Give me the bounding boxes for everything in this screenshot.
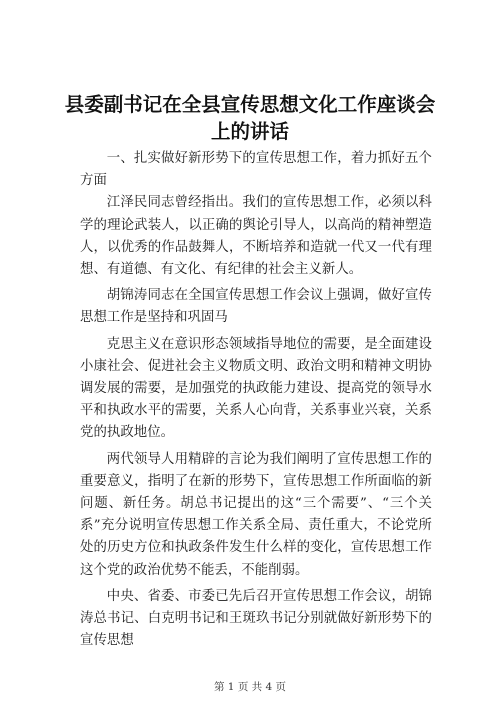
- paragraph-2: 江泽民同志曾经指出。我们的宣传思想工作，必须以科学的理论武装人，以正确的舆论引导人，以高尚的精神塑造人，以优秀的作品鼓舞人，不断培养和造就一代又一代有理想、有道德、有文化、有纪律的社会主义新人。: [80, 195, 432, 278]
- paragraph-4: 克思主义在意识形态领域指导地位的需要，是全面建设小康社会、促进社会主义物质文明、政治文明和精神文明协调发展的需要，是加强党的执政能力建设、提高党的领导水平和执政水平的需要，关系人心向背，关系事业兴衰，关系党的执政地位。: [80, 336, 432, 441]
- document-body: [80, 148, 432, 652]
- paragraph-1: 一、扎实做好新形势下的宣传思想工作，着力抓好五个方面: [80, 151, 432, 189]
- document-title: 县委副书记在全县宣传思想文化工作座谈会上的讲话: [64, 93, 436, 143]
- paragraph-3: 胡锦涛同志在全国宣传思想工作会议上强调，做好宣传思想工作是坚持和巩固马: [80, 288, 432, 326]
- paragraph-5: 两代领导人用精辟的言论为我们阐明了宣传思想工作的重要意义，指明了在新的形势下，宣传思想工作所面临的新问题、新任务。胡总书记提出的这“三个需要”、“三个关系”充分说明宣传思想工作关系全局、责任重大，不论党所处的历史方位和执政条件发生什么样的变化，宣传思想工作这个党的政治优势不能丢，不能削弱。: [80, 451, 432, 578]
- paragraph-6: 中央、省委、市委已先后召开宣传思想工作会议，胡锦涛总书记、白克明书记和王斑玖书记分别就做好新形势下的宣传思想: [80, 588, 432, 649]
- page-footer: 第 1 页 共 4 页: [213, 681, 287, 693]
